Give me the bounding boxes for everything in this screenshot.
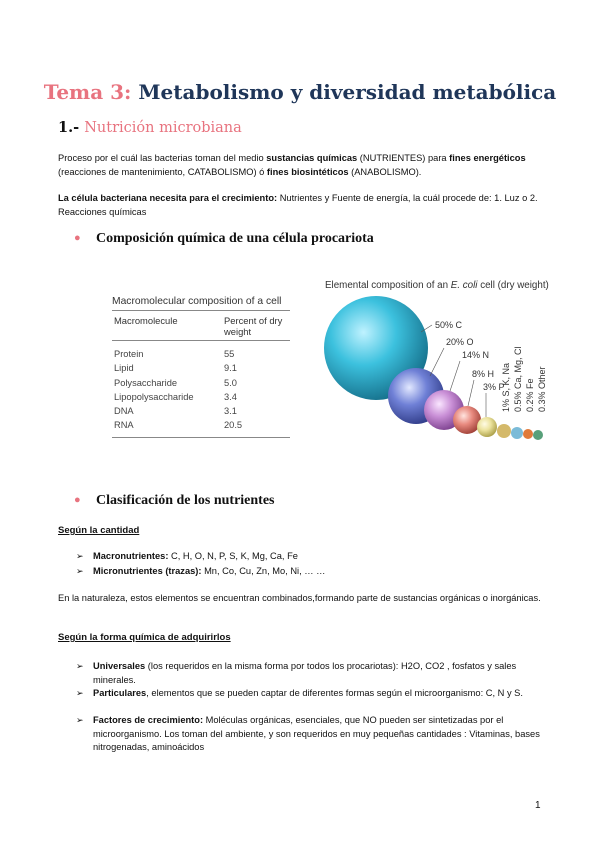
- table-row: [112, 347, 290, 361]
- arrow-bullet-icon: ➢: [76, 566, 84, 576]
- section-name: Nutrición microbiana: [84, 120, 242, 136]
- text-run: (los requeridos en la misma forma por todos los procariotas): H2O, CO2 , fosfatos y sales minerales.: [93, 661, 517, 685]
- table-row: [112, 404, 290, 418]
- table-header: [112, 311, 290, 341]
- bold-run: Macronutrientes:: [93, 551, 169, 561]
- bullet-heading-classification: [74, 493, 275, 509]
- text-run: (reacciones de mantenimiento, CATABOLISMO) ó: [58, 166, 267, 177]
- growth-paragraph: [58, 192, 550, 219]
- bold-run: fines biosintéticos: [266, 166, 349, 177]
- table-row: [112, 361, 290, 375]
- sphere-sulfur: [497, 424, 511, 438]
- text-run: (ANABOLISMO).: [348, 166, 422, 177]
- bullet-heading-composition: [74, 231, 374, 247]
- text-run: Mn, Co, Cu, Zn, Mo, Ni, … …: [201, 566, 326, 576]
- table-cell: RNA: [114, 420, 134, 431]
- sphere-calcium: [511, 427, 523, 439]
- elemental-composition-figure: [318, 290, 568, 460]
- table-header-cell: Macromolecule: [114, 315, 178, 326]
- section-heading: [58, 119, 242, 136]
- bold-run: Micronutrientes (trazas):: [93, 566, 202, 576]
- list-item-text: [93, 550, 298, 564]
- macromolecular-table: [112, 296, 290, 438]
- table-header-cell: Percent of dry weight: [224, 315, 283, 337]
- text-run: C, H, O, N, P, S, K, Mg, Ca, Fe: [168, 551, 298, 561]
- table-cell: 5.0: [224, 377, 237, 388]
- bold-run: sustancias químicas: [266, 153, 358, 163]
- bold-run: La célula bacteriana necesita para el crecimiento:: [58, 193, 278, 203]
- table-cell: Lipid: [114, 363, 134, 374]
- caption-text: cell (dry weight): [477, 280, 549, 291]
- text-run: , elementos que se pueden captar de diferentes formas según el microorganismo: C, N y S.: [146, 688, 523, 698]
- label-other: 0.3% Other: [537, 366, 547, 412]
- bullet-heading-text: Clasificación de los nutrientes: [96, 493, 275, 508]
- list-item-micronutrients: [76, 565, 546, 579]
- text-run: Moléculas orgánicas, esenciales, que NO pueden ser sintetizadas por el microorganismo. Los toman del ambiente, y son requeridos en muy pequeñas cantidades : Vitaminas, bases nitrogenadas, aminoácidos: [93, 715, 540, 753]
- bullet-heading-text: Composición química de una célula procariota: [96, 231, 374, 246]
- text-run: Nutrientes y Fuente de energía, la cuál procede de: 1. Luz o 2. Reacciones químicas: [58, 193, 538, 217]
- subheading-quantity: Según la cantidad: [58, 525, 140, 536]
- table-caption: Macromolecular composition of a cell: [112, 296, 290, 311]
- bold-run: Factores de crecimiento:: [93, 715, 204, 725]
- sphere-hydrogen: [453, 406, 481, 434]
- subheading-chemical-form: Según la forma química de adquirirlos: [58, 632, 231, 643]
- page-number: 1: [535, 800, 541, 811]
- label-phosphorus: 3% P: [483, 382, 505, 392]
- table-cell: 9.1: [224, 363, 237, 374]
- text-run: Proceso por el cuál las bacterias toman del medio: [58, 153, 267, 163]
- title-lead: Tema 3:: [43, 80, 132, 104]
- table-cell: 55: [224, 349, 235, 359]
- label-oxygen: 20% O: [446, 337, 474, 347]
- sphere-phosphorus: [477, 417, 497, 437]
- arrow-bullet-icon: ➢: [76, 688, 84, 698]
- label-hydrogen: 8% H: [472, 369, 495, 379]
- label-calcium: 0.5% Ca, Mg, Cl: [513, 346, 523, 412]
- label-carbon: 50% C: [435, 320, 463, 330]
- list-item-text: [93, 660, 546, 687]
- bold-run: Universales: [93, 661, 146, 671]
- table-cell: 20.5: [224, 420, 243, 431]
- label-sulfur: 1% S, K, Na: [501, 362, 511, 412]
- arrow-bullet-icon: ➢: [76, 715, 84, 725]
- table-cell: Polysaccharide: [114, 377, 178, 388]
- list-item-growth-factors: [76, 714, 546, 755]
- title-rest: Metabolismo y diversidad metabólica: [138, 80, 557, 104]
- table-cell: Protein: [114, 349, 144, 359]
- bullet-dot-icon: ●: [74, 232, 81, 244]
- leader-line: [430, 348, 444, 376]
- table-row: [112, 418, 290, 432]
- table-row: [112, 376, 290, 390]
- table-cell: 3.4: [224, 391, 237, 402]
- caption-italic: E. coli: [450, 280, 478, 291]
- list-item-macronutrients: [76, 550, 546, 564]
- intro-paragraph: [58, 152, 550, 179]
- list-item-particular: [76, 687, 546, 701]
- leader-line: [468, 380, 474, 406]
- arrow-bullet-icon: ➢: [76, 661, 84, 671]
- bold-run: Particulares: [93, 688, 147, 698]
- text-run: (NUTRIENTES) para: [357, 153, 450, 163]
- list-item-universal: [76, 660, 546, 687]
- table-body: [112, 341, 290, 438]
- leader-line: [450, 361, 460, 391]
- section-number: 1.-: [58, 119, 80, 136]
- page-title: [0, 80, 600, 104]
- bullet-dot-icon: ●: [74, 494, 81, 506]
- list-item-text: [93, 687, 523, 701]
- table-cell: DNA: [114, 406, 134, 417]
- label-nitrogen: 14% N: [462, 350, 490, 360]
- sphere-iron: [523, 429, 533, 439]
- table-cell: Lipopolysaccharide: [114, 391, 194, 402]
- table-row: [112, 390, 290, 404]
- table-cell: 3.1: [224, 406, 237, 417]
- list-item-text: [93, 714, 546, 755]
- list-item-text: [93, 565, 325, 579]
- arrow-bullet-icon: ➢: [76, 551, 84, 561]
- bold-run: fines energéticos: [449, 153, 526, 163]
- label-iron: 0.2% Fe: [525, 378, 535, 412]
- nature-paragraph: En la naturaleza, estos elementos se encuentran combinados,formando parte de sustancias orgánicas o inorgánicas.: [58, 593, 541, 603]
- sphere-other: [533, 430, 543, 440]
- caption-text: Elemental composition of an: [325, 280, 451, 291]
